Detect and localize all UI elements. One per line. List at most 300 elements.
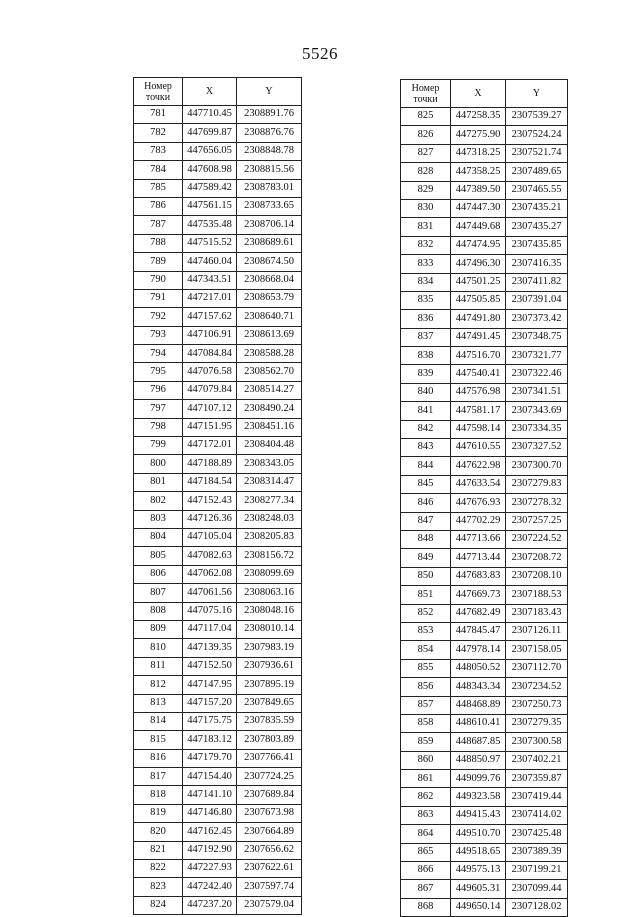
cell-point-number: 857 (401, 696, 451, 714)
table-row (134, 271, 302, 289)
cell-y: 2307579.04 (237, 896, 302, 914)
table-row (401, 825, 568, 843)
cell-point-number: 807 (134, 584, 183, 602)
cell-y: 2307597.74 (237, 878, 302, 896)
cell-point-number: 827 (401, 144, 451, 162)
cell-x: 447183.12 (183, 731, 237, 749)
table-row (401, 439, 568, 457)
cell-point-number: 850 (401, 567, 451, 585)
cell-point-number: 812 (134, 676, 183, 694)
cell-point-number: 811 (134, 657, 183, 675)
cell-x: 449605.31 (451, 880, 506, 898)
table-row (401, 199, 568, 217)
cell-x: 447474.95 (451, 236, 506, 254)
cell-y: 2307524.24 (506, 126, 568, 144)
cell-point-number: 814 (134, 712, 183, 730)
table-row (401, 604, 568, 622)
cell-point-number: 815 (134, 731, 183, 749)
cell-x: 447581.17 (451, 402, 506, 420)
cell-x: 447491.80 (451, 310, 506, 328)
cell-y: 2307373.42 (506, 310, 568, 328)
header-y: Y (506, 80, 568, 108)
cell-point-number: 816 (134, 749, 183, 767)
cell-y: 2307435.85 (506, 236, 568, 254)
cell-y: 2307724.25 (237, 768, 302, 786)
cell-x: 447139.35 (183, 639, 237, 657)
cell-y: 2307402.21 (506, 751, 568, 769)
table-row (134, 823, 302, 841)
cell-x: 447237.20 (183, 896, 237, 914)
table-row (401, 365, 568, 383)
table-row (134, 768, 302, 786)
table-row (134, 492, 302, 510)
cell-x: 447107.12 (183, 400, 237, 418)
cell-point-number: 868 (401, 898, 451, 916)
cell-y: 2308048.16 (237, 602, 302, 620)
cell-point-number: 818 (134, 786, 183, 804)
cell-x: 447845.47 (451, 622, 506, 640)
cell-y: 2307689.84 (237, 786, 302, 804)
cell-y: 2307414.02 (506, 806, 568, 824)
table-row (401, 586, 568, 604)
cell-x: 448687.85 (451, 733, 506, 751)
table-row (401, 383, 568, 401)
table-row (134, 786, 302, 804)
cell-y: 2307835.59 (237, 712, 302, 730)
cell-point-number: 802 (134, 492, 183, 510)
cell-y: 2307425.48 (506, 825, 568, 843)
table-row (134, 694, 302, 712)
cell-point-number: 841 (401, 402, 451, 420)
cell-x: 447275.90 (451, 126, 506, 144)
cell-point-number: 845 (401, 475, 451, 493)
table-row (134, 216, 302, 234)
table-row (401, 530, 568, 548)
cell-y: 2307983.19 (237, 639, 302, 657)
cell-y: 2308891.76 (237, 106, 302, 124)
cell-y: 2308848.78 (237, 142, 302, 160)
table-row (134, 124, 302, 142)
cell-x: 447460.04 (183, 253, 237, 271)
table-row (401, 806, 568, 824)
table-row (401, 126, 568, 144)
table-row (401, 512, 568, 530)
cell-y: 2307278.32 (506, 494, 568, 512)
cell-y: 2308562.70 (237, 363, 302, 381)
table-row (134, 161, 302, 179)
table-row (134, 437, 302, 455)
cell-y: 2308314.47 (237, 473, 302, 491)
cell-y: 2307183.43 (506, 604, 568, 622)
cell-point-number: 828 (401, 163, 451, 181)
cell-point-number: 798 (134, 418, 183, 436)
cell-x: 447079.84 (183, 381, 237, 399)
cell-y: 2308099.69 (237, 565, 302, 583)
cell-y: 2308706.14 (237, 216, 302, 234)
cell-point-number: 792 (134, 308, 183, 326)
cell-x: 447343.51 (183, 271, 237, 289)
cell-y: 2308674.50 (237, 253, 302, 271)
cell-x: 447576.98 (451, 383, 506, 401)
table-row (134, 712, 302, 730)
cell-point-number: 839 (401, 365, 451, 383)
cell-y: 2308640.71 (237, 308, 302, 326)
cell-point-number: 813 (134, 694, 183, 712)
table-row (134, 841, 302, 859)
table-row (401, 770, 568, 788)
cell-y: 2307112.70 (506, 659, 568, 677)
cell-x: 447699.87 (183, 124, 237, 142)
cell-point-number: 822 (134, 860, 183, 878)
cell-x: 447082.63 (183, 547, 237, 565)
table-row (134, 179, 302, 197)
cell-x: 447242.40 (183, 878, 237, 896)
cell-point-number: 821 (134, 841, 183, 859)
cell-x: 447172.01 (183, 437, 237, 455)
cell-y: 2307489.65 (506, 163, 568, 181)
table-row (401, 181, 568, 199)
table-row (134, 455, 302, 473)
cell-point-number: 797 (134, 400, 183, 418)
cell-x: 447084.84 (183, 345, 237, 363)
cell-y: 2308404.48 (237, 437, 302, 455)
table-row (134, 896, 302, 914)
table-header-row (134, 78, 302, 106)
cell-point-number: 806 (134, 565, 183, 583)
cell-x: 447151.95 (183, 418, 237, 436)
table-row (134, 253, 302, 271)
cell-point-number: 808 (134, 602, 183, 620)
cell-y: 2308668.04 (237, 271, 302, 289)
cell-x: 447682.49 (451, 604, 506, 622)
cell-y: 2307250.73 (506, 696, 568, 714)
cell-x: 449575.13 (451, 862, 506, 880)
page-number: 5526 (302, 44, 338, 63)
table-row (134, 308, 302, 326)
cell-x: 447179.70 (183, 749, 237, 767)
table-row (401, 880, 568, 898)
cell-x: 447318.25 (451, 144, 506, 162)
cell-y: 2308514.27 (237, 381, 302, 399)
cell-y: 2308490.24 (237, 400, 302, 418)
coordinates-table-right (400, 79, 568, 917)
cell-point-number: 781 (134, 106, 183, 124)
cell-y: 2307126.11 (506, 622, 568, 640)
cell-point-number: 789 (134, 253, 183, 271)
table-row (134, 620, 302, 638)
cell-point-number: 852 (401, 604, 451, 622)
cell-x: 447656.05 (183, 142, 237, 160)
cell-x: 447184.54 (183, 473, 237, 491)
cell-point-number: 804 (134, 528, 183, 546)
cell-x: 447147.95 (183, 676, 237, 694)
table-row (401, 457, 568, 475)
cell-y: 2307766.41 (237, 749, 302, 767)
cell-point-number: 829 (401, 181, 451, 199)
cell-x: 447561.15 (183, 197, 237, 215)
cell-x: 447157.20 (183, 694, 237, 712)
cell-y: 2307322.46 (506, 365, 568, 383)
table-row (401, 108, 568, 126)
cell-y: 2308733.65 (237, 197, 302, 215)
cell-y: 2307234.52 (506, 678, 568, 696)
cell-point-number: 833 (401, 255, 451, 273)
cell-point-number: 824 (134, 896, 183, 914)
cell-x: 447141.10 (183, 786, 237, 804)
table-row (134, 197, 302, 215)
table-row (134, 106, 302, 124)
table-row (401, 347, 568, 365)
cell-y: 2307188.53 (506, 586, 568, 604)
cell-point-number: 851 (401, 586, 451, 604)
cell-y: 2307158.05 (506, 641, 568, 659)
cell-y: 2307895.19 (237, 676, 302, 694)
cell-x: 447491.45 (451, 328, 506, 346)
cell-point-number: 836 (401, 310, 451, 328)
cell-y: 2308613.69 (237, 326, 302, 344)
cell-x: 447106.91 (183, 326, 237, 344)
cell-y: 2307622.61 (237, 860, 302, 878)
table-row (401, 291, 568, 309)
cell-x: 447535.48 (183, 216, 237, 234)
cell-y: 2307224.52 (506, 530, 568, 548)
cell-y: 2307411.82 (506, 273, 568, 291)
header-y: Y (237, 78, 302, 106)
table-row (401, 751, 568, 769)
cell-y: 2307341.51 (506, 383, 568, 401)
cell-point-number: 863 (401, 806, 451, 824)
cell-point-number: 830 (401, 199, 451, 217)
cell-x: 449415.43 (451, 806, 506, 824)
cell-x: 447713.44 (451, 549, 506, 567)
cell-x: 447062.08 (183, 565, 237, 583)
cell-x: 447501.25 (451, 273, 506, 291)
cell-point-number: 838 (401, 347, 451, 365)
cell-x: 447076.58 (183, 363, 237, 381)
cell-point-number: 859 (401, 733, 451, 751)
cell-x: 447146.80 (183, 804, 237, 822)
header-point-number: Номер точки (401, 80, 451, 108)
cell-x: 447589.42 (183, 179, 237, 197)
cell-y: 2307300.58 (506, 733, 568, 751)
cell-point-number: 843 (401, 439, 451, 457)
table-row (401, 236, 568, 254)
table-row (401, 641, 568, 659)
cell-point-number: 805 (134, 547, 183, 565)
cell-point-number: 790 (134, 271, 183, 289)
cell-x: 447126.36 (183, 510, 237, 528)
cell-y: 2308783.01 (237, 179, 302, 197)
cell-x: 447633.54 (451, 475, 506, 493)
cell-point-number: 832 (401, 236, 451, 254)
cell-y: 2307327.52 (506, 439, 568, 457)
cell-x: 447540.41 (451, 365, 506, 383)
cell-point-number: 861 (401, 770, 451, 788)
cell-x: 449099.76 (451, 770, 506, 788)
table-row (134, 289, 302, 307)
cell-y: 2307656.62 (237, 841, 302, 859)
cell-y: 2307803.89 (237, 731, 302, 749)
cell-y: 2307521.74 (506, 144, 568, 162)
table-row (401, 255, 568, 273)
cell-point-number: 856 (401, 678, 451, 696)
cell-y: 2308451.16 (237, 418, 302, 436)
cell-x: 449323.58 (451, 788, 506, 806)
cell-y: 2308588.28 (237, 345, 302, 363)
cell-x: 448343.34 (451, 678, 506, 696)
cell-x: 447505.85 (451, 291, 506, 309)
cell-x: 447105.04 (183, 528, 237, 546)
cell-y: 2308653.79 (237, 289, 302, 307)
cell-point-number: 787 (134, 216, 183, 234)
cell-y: 2307208.72 (506, 549, 568, 567)
header-point-number: Номер точки (134, 78, 183, 106)
cell-y: 2307300.70 (506, 457, 568, 475)
cell-point-number: 784 (134, 161, 183, 179)
table-header-row (401, 80, 568, 108)
table-row (401, 549, 568, 567)
cell-point-number: 834 (401, 273, 451, 291)
header-x: X (183, 78, 237, 106)
coordinates-table-left (133, 77, 302, 915)
table-row (134, 381, 302, 399)
cell-point-number: 809 (134, 620, 183, 638)
cell-y: 2307257.25 (506, 512, 568, 530)
cell-x: 447683.83 (451, 567, 506, 585)
cell-point-number: 860 (401, 751, 451, 769)
table-row (401, 678, 568, 696)
table-row (401, 714, 568, 732)
cell-x: 447358.25 (451, 163, 506, 181)
header-x: X (451, 80, 506, 108)
cell-x: 449518.65 (451, 843, 506, 861)
cell-x: 449650.14 (451, 898, 506, 916)
cell-y: 2307348.75 (506, 328, 568, 346)
cell-point-number: 849 (401, 549, 451, 567)
cell-y: 2307321.77 (506, 347, 568, 365)
cell-point-number: 825 (401, 108, 451, 126)
cell-point-number: 837 (401, 328, 451, 346)
cell-point-number: 785 (134, 179, 183, 197)
cell-point-number: 788 (134, 234, 183, 252)
cell-y: 2307208.10 (506, 567, 568, 585)
cell-y: 2308815.56 (237, 161, 302, 179)
cell-y: 2308876.76 (237, 124, 302, 142)
table-row (134, 510, 302, 528)
cell-x: 447608.98 (183, 161, 237, 179)
cell-y: 2307416.35 (506, 255, 568, 273)
cell-x: 447598.14 (451, 420, 506, 438)
cell-point-number: 862 (401, 788, 451, 806)
cell-y: 2307279.35 (506, 714, 568, 732)
cell-x: 447217.01 (183, 289, 237, 307)
cell-y: 2307465.55 (506, 181, 568, 199)
table-row (401, 733, 568, 751)
cell-point-number: 800 (134, 455, 183, 473)
table-row (134, 142, 302, 160)
table-row (134, 565, 302, 583)
table-row (134, 639, 302, 657)
table-row (401, 659, 568, 677)
cell-x: 447061.56 (183, 584, 237, 602)
table-row (134, 749, 302, 767)
table-row (401, 328, 568, 346)
cell-y: 2307673.98 (237, 804, 302, 822)
cell-x: 447516.70 (451, 347, 506, 365)
table-row (134, 860, 302, 878)
table-row (401, 310, 568, 328)
table-row (134, 473, 302, 491)
table-row (134, 547, 302, 565)
cell-x: 447610.55 (451, 439, 506, 457)
cell-x: 447515.52 (183, 234, 237, 252)
cell-x: 447710.45 (183, 106, 237, 124)
cell-point-number: 864 (401, 825, 451, 843)
cell-x: 447162.45 (183, 823, 237, 841)
cell-x: 447702.29 (451, 512, 506, 530)
cell-x: 448850.97 (451, 751, 506, 769)
cell-point-number: 783 (134, 142, 183, 160)
table-row (134, 400, 302, 418)
cell-x: 447117.04 (183, 620, 237, 638)
cell-point-number: 865 (401, 843, 451, 861)
cell-x: 447669.73 (451, 586, 506, 604)
table-row (401, 475, 568, 493)
cell-x: 448050.52 (451, 659, 506, 677)
table-row (401, 218, 568, 236)
cell-x: 447157.62 (183, 308, 237, 326)
cell-point-number: 867 (401, 880, 451, 898)
cell-x: 447227.93 (183, 860, 237, 878)
cell-x: 447447.30 (451, 199, 506, 217)
table-row (401, 862, 568, 880)
cell-x: 447154.40 (183, 768, 237, 786)
cell-point-number: 831 (401, 218, 451, 236)
cell-y: 2308343.05 (237, 455, 302, 473)
table-row (134, 528, 302, 546)
cell-point-number: 842 (401, 420, 451, 438)
cell-y: 2307099.44 (506, 880, 568, 898)
cell-point-number: 791 (134, 289, 183, 307)
table-row (401, 696, 568, 714)
table-row (134, 363, 302, 381)
cell-point-number: 786 (134, 197, 183, 215)
cell-point-number: 858 (401, 714, 451, 732)
cell-y: 2308689.61 (237, 234, 302, 252)
cell-point-number: 820 (134, 823, 183, 841)
cell-y: 2307435.27 (506, 218, 568, 236)
cell-point-number: 848 (401, 530, 451, 548)
cell-point-number: 840 (401, 383, 451, 401)
table-row (401, 163, 568, 181)
cell-y: 2308156.72 (237, 547, 302, 565)
table-row (401, 567, 568, 585)
cell-point-number: 801 (134, 473, 183, 491)
cell-x: 447188.89 (183, 455, 237, 473)
cell-x: 447152.50 (183, 657, 237, 675)
table-row (401, 622, 568, 640)
cell-x: 447713.66 (451, 530, 506, 548)
cell-point-number: 794 (134, 345, 183, 363)
cell-x: 447175.75 (183, 712, 237, 730)
cell-y: 2307279.83 (506, 475, 568, 493)
table-row (401, 494, 568, 512)
cell-x: 447152.43 (183, 492, 237, 510)
table-row (134, 418, 302, 436)
cell-point-number: 796 (134, 381, 183, 399)
cell-point-number: 826 (401, 126, 451, 144)
cell-x: 447192.90 (183, 841, 237, 859)
